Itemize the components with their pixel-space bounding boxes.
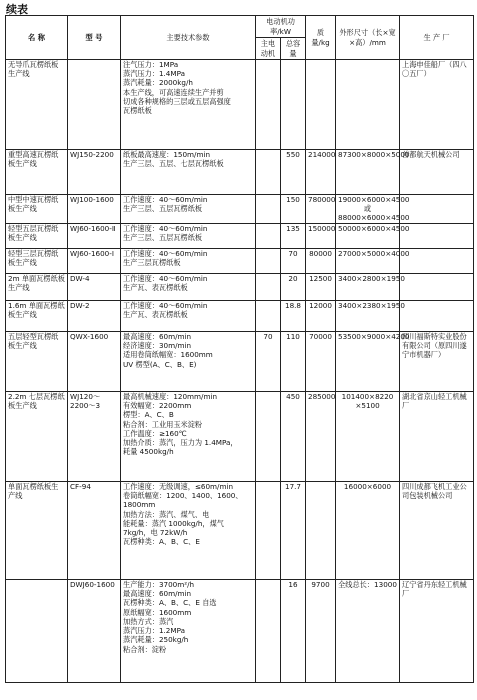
cell-maker bbox=[400, 301, 474, 332]
cell-dims: 87300×8000×5000 bbox=[336, 150, 400, 195]
header-maker: 生 产 厂 bbox=[400, 16, 474, 60]
param-line: 蒸汽压力：1.2MPa bbox=[123, 626, 185, 636]
cell-params bbox=[121, 224, 256, 249]
cell-name: 轻型五层瓦楞纸板生产线 bbox=[6, 224, 68, 249]
cell-main-motor bbox=[256, 482, 281, 580]
cell-mass: 9700 bbox=[306, 580, 336, 683]
cell-main-motor bbox=[256, 224, 281, 249]
param-line: 工作速度：40～60m/min bbox=[123, 301, 208, 310]
cell-name: 1.6m 单面瓦楞纸板生产线 bbox=[6, 301, 68, 332]
cell-main-motor bbox=[256, 580, 281, 683]
cell-maker bbox=[400, 195, 474, 224]
table-row bbox=[6, 580, 474, 683]
cell-mass: 70000 bbox=[306, 332, 336, 392]
cell-model: WJ120～2200～3 bbox=[68, 392, 121, 482]
param-line: 纸板最高速度：150m/min bbox=[123, 150, 211, 159]
cell-dims bbox=[336, 60, 400, 150]
cell-params bbox=[121, 249, 256, 274]
cell-model bbox=[68, 60, 121, 150]
cell-total-capacity: 17.7 bbox=[281, 482, 306, 580]
cell-name: 无导爪瓦楞纸板生产线 bbox=[6, 60, 68, 150]
cell-total-capacity: 550 bbox=[281, 150, 306, 195]
cell-params bbox=[121, 274, 256, 301]
cell-dims: 全线总长：13000 bbox=[336, 580, 400, 683]
cell-mass bbox=[306, 60, 336, 150]
header-params: 主要技术参数 bbox=[121, 16, 256, 60]
cell-dims: 53500×9000×4200 bbox=[336, 332, 400, 392]
param-line: 加热方法：蒸汽、煤气、电 bbox=[123, 509, 210, 519]
param-line: 经济速度：30m/min bbox=[123, 341, 192, 351]
cell-name: 五层轻型瓦楞纸板生产线 bbox=[6, 332, 68, 392]
cell-mass: 12000 bbox=[306, 301, 336, 332]
cell-main-motor bbox=[256, 301, 281, 332]
param-line: 生产三层、五层瓦楞纸板 bbox=[123, 204, 203, 214]
table-row bbox=[6, 224, 474, 249]
param-line: 蒸汽耗量：250kg/h bbox=[123, 635, 189, 645]
param-line: 粘合剂：淀粉 bbox=[123, 644, 167, 654]
cell-maker: 首都航天机械公司 bbox=[400, 150, 474, 195]
cell-dims: 50000×6000×4500 bbox=[336, 224, 400, 249]
cell-dims: 19000×6000×4500 或 88000×6000×4500 bbox=[336, 195, 400, 224]
param-line: 最高速度：60m/min bbox=[123, 332, 192, 341]
cell-name: 单面瓦楞纸板生产线 bbox=[6, 482, 68, 580]
param-line: 切成各种规格的三层或五层高强度 bbox=[123, 96, 231, 106]
cell-main-motor bbox=[256, 249, 281, 274]
param-line: 卷筒纸幅宽：1200、1400、1600、 bbox=[123, 491, 243, 501]
param-line: 适用卷筒纸幅宽：1600mm bbox=[123, 350, 213, 360]
cell-model: DW-4 bbox=[68, 274, 121, 301]
param-line: 瓦楞种类：A、B、C、E 自选 bbox=[123, 598, 217, 608]
cell-name: 2.2m 七层瓦楞纸板生产线 bbox=[6, 392, 68, 482]
param-line: 耗量 4500kg/h bbox=[123, 447, 174, 457]
param-line: 瓦楞种类：A、B、C、E bbox=[123, 537, 200, 547]
cell-dims: 3400×2800×1950 bbox=[336, 274, 400, 301]
param-line: 生产三层、五层瓦楞纸板 bbox=[123, 233, 203, 243]
param-line: 楞型：A、C、B bbox=[123, 410, 174, 420]
cell-maker: 辽宁省丹东轻工机械厂 bbox=[400, 580, 474, 683]
cell-dims: 27000×5000×4000 bbox=[336, 249, 400, 274]
cell-dims: 101400×8220 ×5100 bbox=[336, 392, 400, 482]
equipment-table bbox=[5, 15, 474, 683]
table-row bbox=[6, 332, 474, 392]
header-mass: 质量/kg bbox=[306, 16, 336, 60]
cell-dims: 3400×2380×1950 bbox=[336, 301, 400, 332]
param-line: 生产瓦、表瓦楞纸板 bbox=[123, 310, 188, 320]
header-name: 名 称 bbox=[6, 16, 68, 60]
param-line: 7kg/h，电 72kW/h bbox=[123, 528, 188, 538]
cell-total-capacity: 16 bbox=[281, 580, 306, 683]
cell-params bbox=[121, 392, 256, 482]
table-row bbox=[6, 274, 474, 301]
param-line: 工作速度：40～60m/min bbox=[123, 274, 208, 283]
cell-total-capacity bbox=[281, 60, 306, 150]
param-line: 最高速度：60m/min bbox=[123, 589, 192, 599]
param-line: 加热介质：蒸汽，压力为 1.4MPa， bbox=[123, 438, 238, 448]
cell-model: WJ100-1600 bbox=[68, 195, 121, 224]
cell-mass: 780000 bbox=[306, 195, 336, 224]
table-row bbox=[6, 150, 474, 195]
param-line: 1800mm bbox=[123, 500, 156, 510]
cell-params bbox=[121, 195, 256, 224]
cell-params bbox=[121, 332, 256, 392]
param-line: 能耗量：蒸汽 1000kg/h，煤气 bbox=[123, 518, 224, 528]
cell-mass bbox=[306, 482, 336, 580]
cell-total-capacity: 20 bbox=[281, 274, 306, 301]
param-line: 蒸汽压力：1.4MPa bbox=[123, 69, 185, 79]
cell-params bbox=[121, 150, 256, 195]
cell-model: WJ60-1600-Ⅱ bbox=[68, 224, 121, 249]
param-line: 工作速度：40～60m/min bbox=[123, 195, 208, 204]
header-main-motor: 主电动机 bbox=[256, 38, 281, 60]
cell-total-capacity: 150 bbox=[281, 195, 306, 224]
param-line: 加热方式：蒸汽 bbox=[123, 616, 174, 626]
cell-total-capacity: 70 bbox=[281, 249, 306, 274]
header-total-capacity: 总容量 bbox=[281, 38, 306, 60]
cell-params bbox=[121, 482, 256, 580]
cell-name: 2m 单面瓦楞纸板生产线 bbox=[6, 274, 68, 301]
param-line: 生产三层、五层、七层瓦楞纸板 bbox=[123, 159, 224, 169]
cell-main-motor bbox=[256, 274, 281, 301]
param-line: 本生产线，可高速连续生产并剪 bbox=[123, 87, 224, 97]
param-line: 生产瓦、表瓦楞纸板 bbox=[123, 283, 188, 293]
cell-maker bbox=[400, 224, 474, 249]
header-model: 型 号 bbox=[68, 16, 121, 60]
param-line: 注气压力：1MPa bbox=[123, 60, 179, 69]
cell-model: WJ60-1600-Ⅰ bbox=[68, 249, 121, 274]
cell-mass: 285000 bbox=[306, 392, 336, 482]
cell-mass: 12500 bbox=[306, 274, 336, 301]
cell-name: 轻型三层瓦楞纸板生产线 bbox=[6, 249, 68, 274]
cell-params bbox=[121, 60, 256, 150]
table-row bbox=[6, 60, 474, 150]
param-line: UV 楞型(A、C、B、E) bbox=[123, 359, 197, 369]
param-line: 有效幅宽：2200mm bbox=[123, 401, 192, 411]
header-power-group: 电动机功率/kW bbox=[256, 16, 306, 38]
table-row bbox=[6, 301, 474, 332]
cell-mass: 80000 bbox=[306, 249, 336, 274]
param-line: 生产三层瓦楞纸板 bbox=[123, 258, 181, 268]
cell-maker: 四川福斯特实业股份有限公司（原四川遂宁市机器厂） bbox=[400, 332, 474, 392]
cell-main-motor: 70 bbox=[256, 332, 281, 392]
table-row bbox=[6, 392, 474, 482]
param-line: 工作速度：无级调速，≤60m/min bbox=[123, 482, 234, 491]
cell-model: CF-94 bbox=[68, 482, 121, 580]
cell-main-motor bbox=[256, 60, 281, 150]
header-dims: 外形尺寸（长×宽×高）/mm bbox=[336, 16, 400, 60]
continued-label: 续表 bbox=[6, 3, 28, 16]
cell-total-capacity: 110 bbox=[281, 332, 306, 392]
cell-total-capacity: 18.8 bbox=[281, 301, 306, 332]
cell-name bbox=[6, 580, 68, 683]
cell-model: DW-2 bbox=[68, 301, 121, 332]
cell-main-motor bbox=[256, 392, 281, 482]
param-line: 最高机械速度：120mm/min bbox=[123, 392, 218, 401]
cell-params bbox=[121, 580, 256, 683]
cell-mass: 214000 bbox=[306, 150, 336, 195]
param-line: 瓦楞纸板 bbox=[123, 106, 152, 116]
table-row bbox=[6, 482, 474, 580]
cell-dims: 16000×6000 bbox=[336, 482, 400, 580]
cell-total-capacity: 135 bbox=[281, 224, 306, 249]
cell-main-motor bbox=[256, 150, 281, 195]
cell-name: 重型高速瓦楞纸板生产线 bbox=[6, 150, 68, 195]
cell-mass: 150000 bbox=[306, 224, 336, 249]
param-line: 工作速度：40～60m/min bbox=[123, 249, 208, 258]
param-line: 蒸汽耗量：2000kg/h bbox=[123, 78, 193, 88]
cell-model: DWJ60-1600 bbox=[68, 580, 121, 683]
table-row bbox=[6, 249, 474, 274]
cell-name: 中型中速瓦楞纸板生产线 bbox=[6, 195, 68, 224]
param-line: 原纸幅宽：1600mm bbox=[123, 607, 192, 617]
cell-maker: 湖北省京山轻工机械厂 bbox=[400, 392, 474, 482]
cell-maker bbox=[400, 249, 474, 274]
param-line: 生产能力：3700m²/h bbox=[123, 580, 195, 589]
cell-maker bbox=[400, 274, 474, 301]
cell-total-capacity: 450 bbox=[281, 392, 306, 482]
cell-params bbox=[121, 301, 256, 332]
cell-model: QWX-1600 bbox=[68, 332, 121, 392]
param-line: 工作温度：≥160℃ bbox=[123, 428, 187, 438]
param-line: 粘合剂：工业用玉米淀粉 bbox=[123, 419, 203, 429]
cell-model: WJ150-2200 bbox=[68, 150, 121, 195]
cell-maker: 四川成都飞机工业公司包装机械公司 bbox=[400, 482, 474, 580]
table-row bbox=[6, 195, 474, 224]
cell-main-motor bbox=[256, 195, 281, 224]
cell-maker: 上海申佳船厂（四八〇五厂） bbox=[400, 60, 474, 150]
param-line: 工作速度：40～60m/min bbox=[123, 224, 208, 233]
